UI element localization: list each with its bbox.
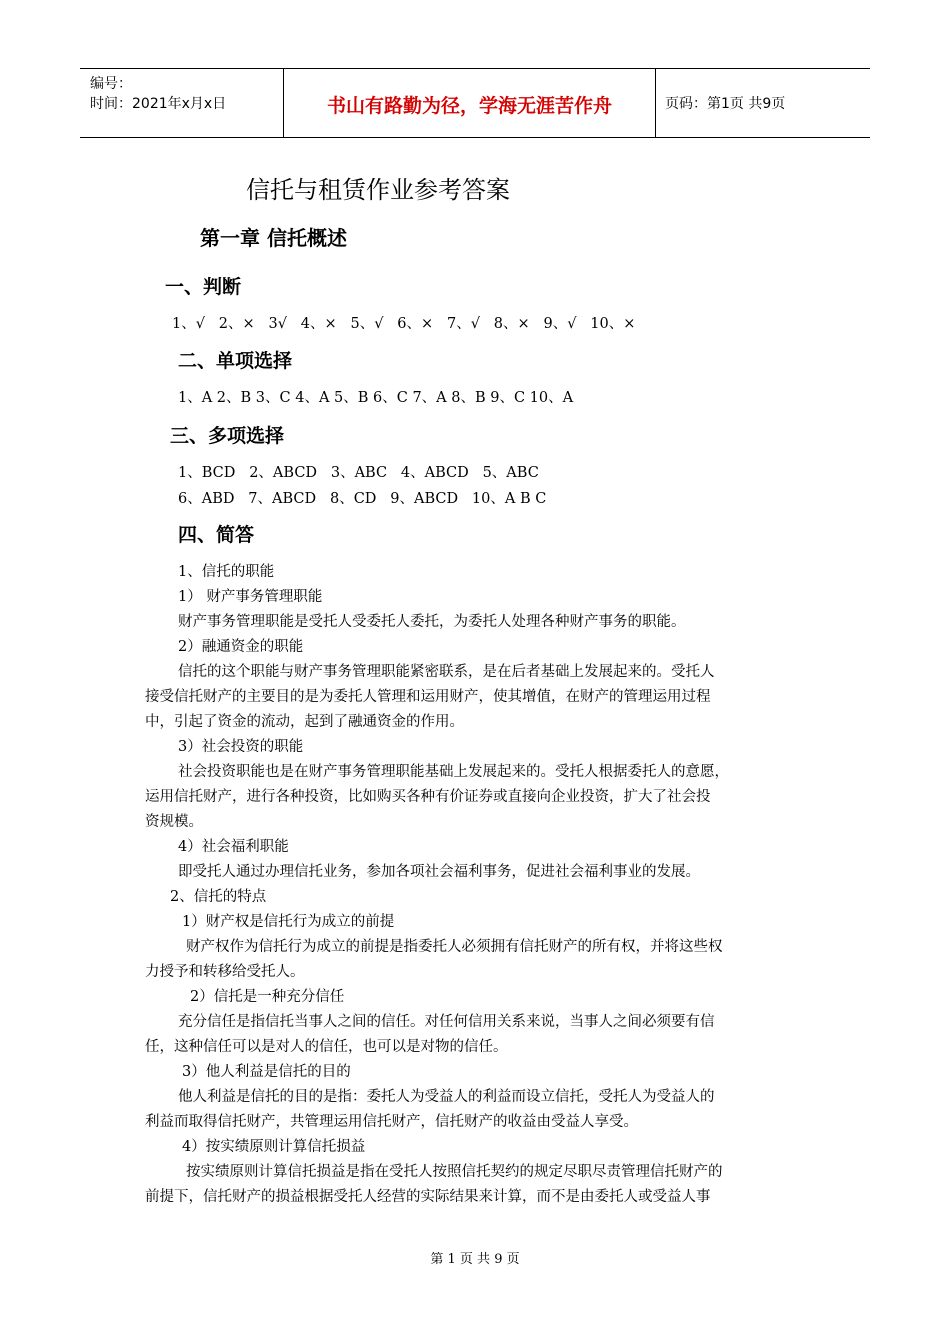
body-line: 资规模。	[145, 814, 203, 830]
body-line: 社会投资职能也是在财产事务管理职能基础上发展起来的。受托人根据委托人的意愿，	[178, 764, 729, 780]
motto-text: 书山有路勤为径，学海无涯苦作舟	[326, 95, 612, 117]
body-line: 1、信托的职能	[178, 564, 275, 580]
body-line: 任，这种信任可以是对人的信任，也可以是对物的信任。	[145, 1039, 508, 1055]
body-line: 即受托人通过办理信托业务，参加各项社会福利事务，促进社会福利事业的发展。	[178, 864, 700, 880]
header-left-cell	[80, 69, 283, 137]
multi-choice-answers-1: 1、BCD 2、ABCD 3、ABC 4、ABCD 5、ABC	[178, 465, 539, 481]
single-choice-answers: 1、A 2、B 3、C 4、A 5、B 6、C 7、A 8、B 9、C 10、A	[178, 390, 574, 406]
body-line: 财产事务管理职能是受托人受委托人委托，为委托人处理各种财产事务的职能。	[178, 614, 686, 630]
body-line: 接受信托财产的主要目的是为委托人管理和运用财产，使其增值，在财产的管理运用过程	[145, 689, 711, 705]
multi-choice-answers-2: 6、ABD 7、ABCD 8、CD 9、ABCD 10、A B C	[178, 491, 547, 507]
body-line: 1）财产权是信托行为成立的前提	[182, 914, 395, 930]
body-line: 中，引起了资金的流动，起到了融通资金的作用。	[145, 714, 464, 730]
body-line: 4）按实绩原则计算信托损益	[182, 1139, 366, 1155]
body-line: 运用信托财产，进行各种投资，比如购买各种有价证券或直接向企业投资，扩大了社会投	[145, 789, 711, 805]
body-line: 财产权作为信托行为成立的前提是指委托人必须拥有信托财产的所有权，并将这些权	[186, 939, 723, 955]
document-header	[80, 68, 870, 138]
body-line: 2、信托的特点	[170, 889, 267, 905]
body-line: 利益而取得信托财产，共管理运用信托财产，信托财产的收益由受益人享受。	[145, 1114, 638, 1130]
section-heading-multi-choice: 三、多项选择	[170, 425, 285, 447]
body-line: 2）融通资金的职能	[178, 639, 304, 655]
page-code: 页码：第1页 共9页	[665, 96, 786, 112]
judgment-answers: 1、√ 2、× 3√ 4、× 5、√ 6、× 7、√ 8、× 9、√ 10、×	[172, 316, 636, 332]
body-line: 按实绩原则计算信托损益是指在受托人按照信托契约的规定尽职尽责管理信托财产的	[186, 1164, 723, 1180]
body-line: 3）社会投资的职能	[178, 739, 304, 755]
section-heading-short-answer: 四、简答	[178, 524, 255, 546]
page-footer: 第 1 页 共 9 页	[430, 1252, 520, 1267]
body-line: 信托的这个职能与财产事务管理职能紧密联系，是在后者基础上发展起来的。受托人	[178, 664, 715, 680]
header-motto-cell	[283, 69, 656, 137]
number-label: 编号：	[90, 76, 132, 92]
body-line: 1） 财产事务管理职能	[178, 589, 323, 605]
header-right-cell	[655, 69, 870, 137]
body-line: 2）信托是一种充分信任	[190, 989, 345, 1005]
body-line: 充分信任是指信托当事人之间的信任。对任何信用关系来说，当事人之间必须要有信	[178, 1014, 715, 1030]
body-line: 力授予和转移给受托人。	[145, 964, 305, 980]
body-line: 3）他人利益是信托的目的	[182, 1064, 351, 1080]
section-heading-single-choice: 二、单项选择	[178, 350, 293, 372]
time-label: 时间：2021年x月x日	[90, 96, 227, 112]
body-line: 他人利益是信托的目的是指：委托人为受益人的利益而设立信托，受托人为受益人的	[178, 1089, 715, 1105]
body-line: 4）社会福利职能	[178, 839, 289, 855]
document-title: 信托与租赁作业参考答案	[246, 176, 510, 204]
body-line: 前提下，信托财产的损益根据受托人经营的实际结果来计算，而不是由委托人或受益人事	[145, 1189, 711, 1205]
section-heading-judgment: 一、判断	[165, 276, 242, 298]
chapter-heading: 第一章 信托概述	[200, 226, 347, 250]
